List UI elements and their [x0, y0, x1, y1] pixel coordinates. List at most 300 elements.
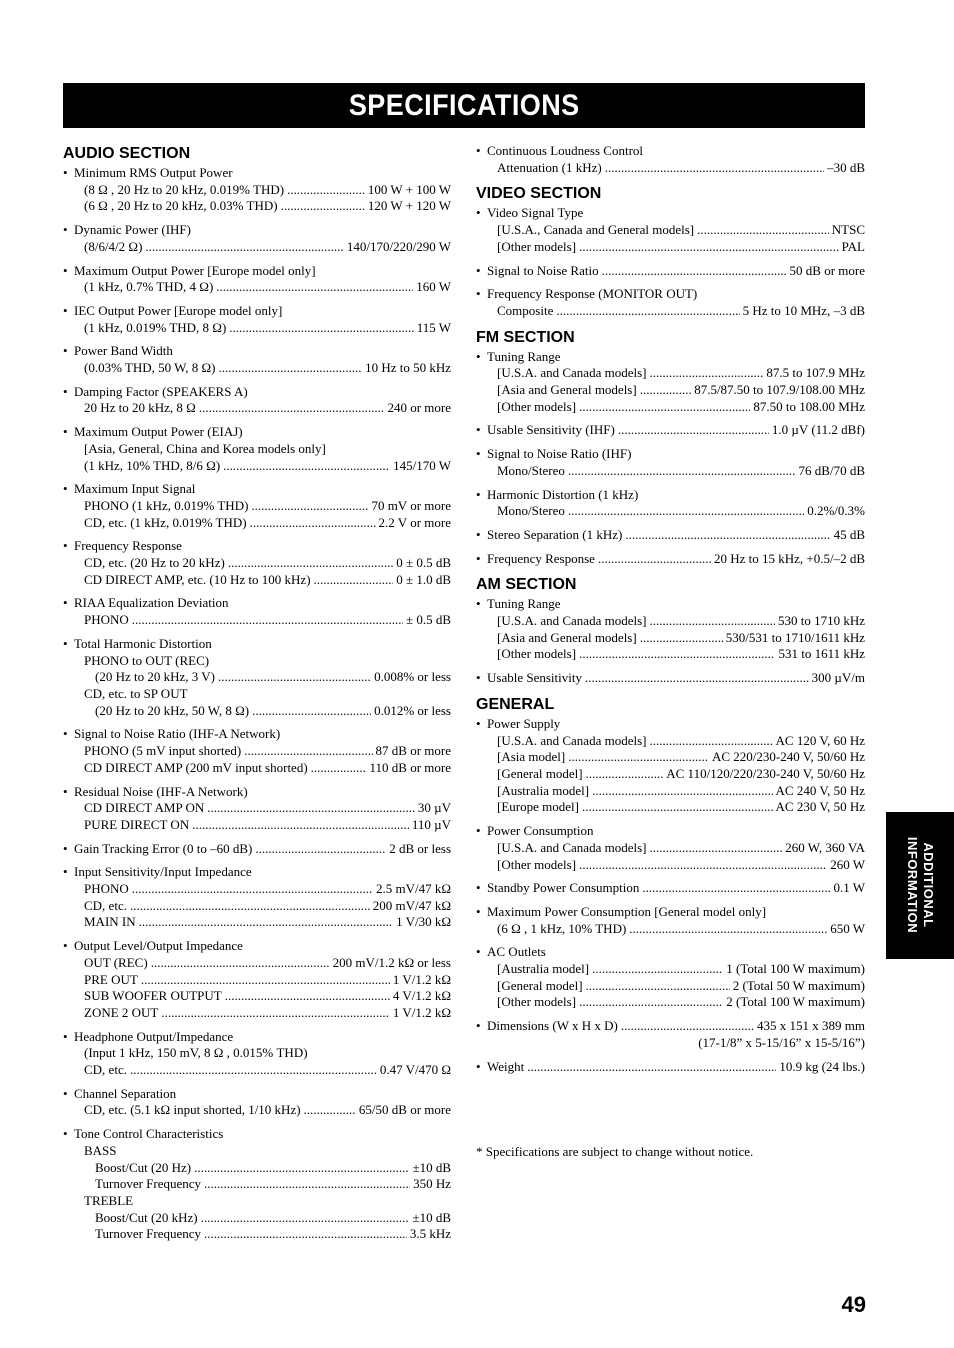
spec-label: Mono/Stereo	[497, 503, 565, 519]
spec-value: AC 230 V, 50 Hz	[775, 799, 865, 815]
spec-line	[476, 733, 865, 750]
spec-value: 0.2%/0.3%	[807, 503, 865, 519]
spec-value: NTSC	[831, 222, 865, 238]
spec-value: 4 V/1.2 kΩ	[392, 988, 451, 1004]
spec-line	[476, 596, 865, 613]
spec-line	[476, 422, 865, 439]
section-heading: AM SECTION	[476, 576, 577, 594]
spec-label: Signal to Noise Ratio	[487, 262, 599, 278]
spec-value: 650 W	[830, 920, 865, 936]
dot-leader	[629, 921, 827, 938]
spec-label: (Input 1 kHz, 150 mV, 8 Ω , 0.015% THD)	[84, 1045, 308, 1061]
spec-line	[476, 487, 865, 504]
spec-line	[63, 955, 451, 972]
spec-label: [Other models]	[497, 994, 577, 1010]
bullet-icon: •	[63, 262, 68, 278]
side-tab-label	[904, 837, 936, 933]
dot-leader	[579, 857, 827, 874]
bullet-icon: •	[476, 670, 481, 686]
spec-label: PHONO	[84, 881, 129, 897]
page-number: 49	[841, 1292, 866, 1317]
spec-line	[63, 400, 451, 417]
bullet-icon: •	[476, 446, 481, 462]
section-heading: GENERAL	[476, 695, 555, 713]
spec-label: Dimensions (W x H x D)	[487, 1018, 618, 1034]
dot-leader	[605, 160, 824, 177]
spec-label: [Australia model]	[497, 782, 590, 798]
page-title-bar	[63, 83, 865, 128]
bullet-icon: •	[63, 481, 68, 497]
spec-label: Boost/Cut (20 Hz)	[95, 1159, 192, 1175]
dot-leader	[204, 1176, 410, 1193]
spec-line	[476, 446, 865, 463]
dot-leader	[218, 669, 371, 686]
spec-label: Turnover Frequency	[95, 1176, 202, 1192]
spec-line	[63, 817, 451, 834]
spec-line	[476, 783, 865, 800]
spec-item	[476, 205, 865, 255]
spec-value: 110 µV	[411, 816, 451, 832]
spec-item	[63, 165, 451, 215]
dot-leader	[586, 978, 730, 995]
spec-label: [U.S.A. and Canada models]	[497, 613, 647, 629]
spec-item	[476, 527, 865, 544]
bullet-icon: •	[476, 143, 481, 158]
spec-label: Continuous Loudness Control	[487, 143, 644, 158]
spec-value: AC 110/120/220/230-240 V, 50/60 Hz	[666, 765, 865, 781]
spec-label: Maximum Input Signal	[74, 481, 196, 497]
spec-line	[63, 481, 451, 498]
spec-value: 2 (Total 100 W maximum)	[726, 994, 865, 1010]
spec-line	[63, 538, 451, 555]
dot-leader	[139, 914, 393, 931]
bullet-icon: •	[63, 383, 68, 399]
dot-leader	[579, 646, 775, 663]
dot-leader	[592, 783, 772, 800]
spec-value: (17-1/8” x 5-15/16” x 15-5/16”)	[698, 1034, 865, 1050]
dot-leader	[244, 743, 372, 760]
bullet-icon: •	[476, 205, 481, 221]
spec-item	[476, 880, 865, 897]
spec-value: 30 µV	[417, 800, 451, 816]
spec-value: 160 W	[416, 279, 451, 295]
spec-line	[63, 1193, 451, 1210]
spec-line	[476, 994, 865, 1011]
spec-line	[63, 841, 451, 858]
dot-leader	[141, 972, 390, 989]
dot-leader	[251, 498, 368, 515]
dot-leader	[621, 1018, 754, 1035]
spec-section	[476, 327, 865, 568]
spec-line	[63, 1210, 451, 1227]
bullet-icon: •	[63, 783, 68, 799]
spec-item	[63, 841, 451, 858]
spec-value: ±10 dB	[412, 1209, 451, 1225]
bullet-icon: •	[476, 944, 481, 960]
dot-leader	[640, 382, 691, 399]
dot-leader	[649, 733, 772, 750]
spec-line	[63, 239, 451, 256]
dot-leader	[579, 239, 839, 256]
spec-label: [U.S.A. and Canada models]	[497, 732, 647, 748]
spec-line	[476, 286, 865, 303]
footnote: * Specifications are subject to change without notice.	[476, 1144, 754, 1159]
spec-value: ± 0.5 dB	[405, 612, 451, 628]
spec-line	[63, 784, 451, 801]
spec-line	[63, 1086, 451, 1103]
bullet-icon: •	[476, 715, 481, 731]
spec-line	[476, 799, 865, 816]
spec-line	[63, 458, 451, 475]
bullet-icon: •	[63, 595, 68, 611]
spec-item	[63, 424, 451, 474]
spec-label: Frequency Response (MONITOR OUT)	[487, 286, 698, 302]
spec-line	[63, 1102, 451, 1119]
spec-line	[476, 1059, 865, 1076]
spec-label: Power Band Width	[74, 343, 173, 359]
spec-line	[63, 165, 451, 182]
spec-label: Maximum Output Power (EIAJ)	[74, 424, 243, 440]
spec-label: (0.03% THD, 50 W, 8 Ω)	[84, 360, 216, 376]
spec-value: 0 ± 0.5 dB	[396, 555, 451, 571]
spec-line	[63, 881, 451, 898]
spec-label: Mono/Stereo	[497, 462, 565, 478]
spec-value: 200 mV/47 kΩ	[372, 897, 451, 913]
spec-label: Maximum Power Consumption [General model only]	[487, 903, 767, 919]
spec-label: Signal to Noise Ratio (IHF)	[487, 446, 632, 462]
dot-leader	[568, 463, 796, 480]
spec-line	[63, 726, 451, 743]
spec-line	[476, 670, 865, 687]
spec-label: Weight	[487, 1058, 525, 1074]
spec-item	[476, 944, 865, 1011]
spec-label: Signal to Noise Ratio (IHF-A Network)	[74, 726, 281, 742]
spec-value: 1 V/30 kΩ	[396, 914, 451, 930]
spec-line	[63, 864, 451, 881]
spec-item	[63, 784, 451, 834]
spec-label: CD, etc. (1 kHz, 0.019% THD)	[84, 514, 247, 530]
spec-section	[63, 143, 451, 1243]
spec-label: [Asia and General models]	[497, 382, 637, 398]
spec-label: PURE DIRECT ON	[84, 816, 190, 832]
spec-line	[63, 1045, 451, 1062]
dot-leader	[287, 182, 365, 199]
dot-leader	[255, 841, 386, 858]
spec-label: Attenuation (1 kHz)	[497, 159, 602, 175]
spec-line	[63, 360, 451, 377]
spec-item	[63, 864, 451, 931]
spec-item	[476, 670, 865, 687]
spec-label: Frequency Response	[74, 538, 182, 554]
spec-line	[63, 424, 451, 441]
spec-line	[476, 239, 865, 256]
spec-value: 1 (Total 100 W maximum)	[726, 961, 865, 977]
bullet-icon: •	[476, 262, 481, 278]
spec-item	[476, 349, 865, 416]
spec-label: Standby Power Consumption	[487, 880, 640, 896]
spec-label: OUT (REC)	[84, 954, 148, 970]
spec-value: 530/531 to 1710/1611 kHz	[725, 629, 865, 645]
dot-leader	[649, 613, 775, 630]
spec-label: Tone Control Characteristics	[74, 1126, 224, 1142]
spec-item	[476, 143, 865, 176]
spec-value: 1 V/1.2 kΩ	[392, 1004, 451, 1020]
spec-item	[63, 384, 451, 417]
dot-leader	[556, 303, 739, 320]
spec-line	[476, 349, 865, 366]
spec-line	[63, 222, 451, 239]
spec-line	[63, 1226, 451, 1243]
section-heading: AUDIO SECTION	[63, 145, 191, 162]
dot-leader	[281, 198, 365, 215]
spec-label: CD DIRECT AMP ON	[84, 800, 205, 816]
spec-label: [U.S.A. and Canada models]	[497, 365, 647, 381]
spec-label: PHONO (5 mV input shorted)	[84, 743, 242, 759]
spec-value: 530 to 1710 kHz	[777, 613, 865, 629]
dot-leader	[527, 1059, 776, 1076]
spec-label: (20 Hz to 20 kHz, 50 W, 8 Ω)	[95, 702, 250, 718]
spec-label: Gain Tracking Error (0 to –60 dB)	[74, 840, 253, 856]
spec-section	[476, 694, 865, 1075]
spec-label: 20 Hz to 20 kHz, 8 Ω	[84, 400, 196, 416]
spec-line	[63, 263, 451, 280]
spec-value: 2 (Total 50 W maximum)	[732, 977, 865, 993]
spec-value: 45 dB	[833, 526, 865, 542]
spec-line	[63, 686, 451, 703]
spec-line	[63, 669, 451, 686]
spec-label: Turnover Frequency	[95, 1226, 202, 1242]
spec-value: 0.008% or less	[374, 669, 451, 685]
spec-line	[63, 898, 451, 915]
spec-label: [Other models]	[497, 856, 577, 872]
spec-value: 10.9 kg (24 lbs.)	[779, 1058, 865, 1074]
spec-value: AC 240 V, 50 Hz	[775, 782, 865, 798]
spec-item	[476, 286, 865, 319]
bullet-icon: •	[63, 938, 68, 954]
spec-value: 140/170/220/290 W	[346, 238, 451, 254]
spec-value: ±10 dB	[412, 1159, 451, 1175]
right-column	[476, 143, 865, 1082]
spec-value: 50 dB or more	[789, 262, 865, 278]
spec-item	[63, 263, 451, 296]
spec-line	[63, 1160, 451, 1177]
spec-label: [General model]	[497, 977, 583, 993]
spec-line	[476, 749, 865, 766]
spec-label: Dynamic Power (IHF)	[74, 222, 191, 238]
spec-value: 300 µV/m	[811, 670, 865, 686]
spec-label: Usable Sensitivity	[487, 670, 582, 686]
spec-label: [Asia, General, China and Korea models only]	[84, 440, 326, 456]
spec-line	[63, 572, 451, 589]
side-tab-line1: ADDITIONAL	[921, 842, 936, 928]
spec-line	[63, 1005, 451, 1022]
spec-label: [Asia and General models]	[497, 629, 637, 645]
bullet-icon: •	[63, 424, 68, 440]
spec-item	[63, 938, 451, 1022]
spec-label: CD, etc. (20 Hz to 20 kHz)	[84, 555, 225, 571]
spec-value: 110 dB or more	[369, 759, 451, 775]
spec-label: BASS	[84, 1142, 117, 1158]
bullet-icon: •	[476, 348, 481, 364]
spec-item	[476, 904, 865, 937]
spec-item	[63, 481, 451, 531]
spec-line	[476, 880, 865, 897]
section-heading: VIDEO SECTION	[476, 185, 602, 203]
spec-item	[63, 1126, 451, 1243]
dot-leader	[582, 799, 773, 816]
spec-value: 10 Hz to 50 kHz	[365, 360, 451, 376]
spec-label: Power Supply	[487, 715, 561, 731]
spec-label: [Other models]	[497, 646, 577, 662]
spec-label: Input Sensitivity/Input Impedance	[74, 864, 252, 880]
dot-leader	[697, 222, 829, 239]
spec-line	[476, 840, 865, 857]
spec-label: CD, etc. to SP OUT	[84, 685, 188, 701]
spec-item	[476, 823, 865, 873]
spec-value: 200 mV/1.2 kΩ or less	[332, 954, 451, 970]
spec-label: (1 kHz, 10% THD, 8/6 Ω)	[84, 457, 221, 473]
bullet-icon: •	[476, 526, 481, 542]
spec-label: Usable Sensitivity (IHF)	[487, 422, 615, 438]
spec-line	[63, 800, 451, 817]
spec-value: 1 V/1.2 kΩ	[392, 971, 451, 987]
spec-line	[476, 205, 865, 222]
spec-label: AC Outlets	[487, 944, 546, 960]
spec-value: 2.5 mV/47 kΩ	[375, 881, 451, 897]
spec-value: 87 dB or more	[375, 743, 451, 759]
dot-leader	[618, 422, 769, 439]
spec-label: Headphone Output/Impedance	[74, 1028, 234, 1044]
spec-label: CD, etc. (5.1 kΩ input shorted, 1/10 kHz)	[84, 1102, 301, 1118]
spec-line	[476, 365, 865, 382]
dot-leader	[649, 365, 763, 382]
spec-value: 2.2 V or more	[378, 514, 451, 530]
spec-line	[476, 263, 865, 280]
spec-line	[63, 555, 451, 572]
spec-line	[63, 303, 451, 320]
section-heading: FM SECTION	[476, 328, 575, 346]
dot-leader	[130, 898, 370, 915]
spec-label: Video Signal Type	[487, 205, 584, 221]
spec-item	[63, 538, 451, 588]
spec-item	[476, 596, 865, 663]
spec-label: TREBLE	[84, 1192, 134, 1208]
dot-leader	[132, 612, 403, 629]
spec-label: ZONE 2 OUT	[84, 1004, 159, 1020]
left-column	[63, 143, 451, 1250]
spec-label: (8/6/4/2 Ω)	[84, 238, 143, 254]
spec-line	[63, 703, 451, 720]
spec-line	[63, 612, 451, 629]
bullet-icon: •	[63, 302, 68, 318]
bullet-icon: •	[476, 880, 481, 896]
bullet-icon: •	[476, 486, 481, 502]
spec-item	[476, 487, 865, 520]
spec-label: [U.S.A. and Canada models]	[497, 839, 647, 855]
dot-leader	[649, 840, 782, 857]
spec-line	[476, 160, 865, 177]
spec-value: –30 dB	[827, 159, 865, 175]
spec-line	[63, 595, 451, 612]
spec-section	[476, 143, 865, 176]
dot-leader	[625, 527, 830, 544]
spec-value: 100 W + 100 W	[367, 181, 451, 197]
spec-line	[476, 613, 865, 630]
spec-label: SUB WOOFER OUTPUT	[84, 988, 222, 1004]
spec-value: 350 Hz	[413, 1176, 451, 1192]
spec-label: (1 kHz, 0.019% THD, 8 Ω)	[84, 319, 227, 335]
dot-leader	[145, 239, 343, 256]
spec-section	[476, 574, 865, 687]
spec-label: PHONO	[84, 612, 129, 628]
spec-label: Stereo Separation (1 kHz)	[487, 526, 623, 542]
dot-leader	[225, 988, 390, 1005]
spec-label: IEC Output Power [Europe model only]	[74, 302, 283, 318]
spec-label: [Europe model]	[497, 799, 579, 815]
spec-label: (20 Hz to 20 kHz, 3 V)	[95, 669, 215, 685]
spec-value: 87.5 to 107.9 MHz	[766, 365, 865, 381]
spec-label: Harmonic Distortion (1 kHz)	[487, 486, 639, 502]
dot-leader	[585, 670, 809, 687]
spec-label: CD DIRECT AMP (200 mV input shorted)	[84, 759, 308, 775]
dot-leader	[568, 503, 804, 520]
dot-leader	[311, 760, 367, 777]
bullet-icon: •	[63, 1028, 68, 1044]
dot-leader	[250, 515, 376, 532]
bullet-icon: •	[63, 343, 68, 359]
spec-line	[476, 857, 865, 874]
dot-leader	[579, 399, 750, 416]
spec-label: (8 Ω , 20 Hz to 20 kHz, 0.019% THD)	[84, 181, 285, 197]
spec-section	[476, 183, 865, 319]
spec-value: 65/50 dB or more	[358, 1102, 451, 1118]
spec-label: Composite	[497, 302, 554, 318]
page-title: SPECIFICATIONS	[348, 88, 580, 122]
spec-line	[63, 760, 451, 777]
spec-value: 3.5 kHz	[409, 1226, 451, 1242]
dot-leader	[204, 1226, 407, 1243]
spec-value: 87.5/87.50 to 107.9/108.00 MHz	[694, 382, 865, 398]
spec-label: PHONO (1 kHz, 0.019% THD)	[84, 497, 249, 513]
spec-value: AC 220/230-240 V, 50/60 Hz	[712, 749, 865, 765]
spec-line	[63, 441, 451, 458]
dot-leader	[640, 630, 723, 647]
spec-item	[476, 1018, 865, 1051]
spec-line	[476, 716, 865, 733]
spec-item	[476, 422, 865, 439]
spec-label: PHONO to OUT (REC)	[84, 652, 210, 668]
spec-line	[476, 921, 865, 938]
spec-line	[63, 972, 451, 989]
spec-value: 0 ± 1.0 dB	[396, 571, 451, 587]
spec-label: RIAA Equalization Deviation	[74, 595, 229, 611]
spec-label: Tuning Range	[487, 348, 561, 364]
spec-value: 2 dB or less	[389, 840, 451, 856]
spec-item	[63, 1029, 451, 1079]
spec-value: 0.47 V/470 Ω	[379, 1062, 451, 1078]
dot-leader	[642, 880, 830, 897]
spec-value: 120 W + 120 W	[367, 198, 451, 214]
dot-leader	[598, 551, 711, 568]
spec-label: Residual Noise (IHF-A Network)	[74, 783, 248, 799]
spec-line	[476, 823, 865, 840]
spec-item	[63, 343, 451, 376]
spec-value: 20 Hz to 15 kHz, +0.5/–2 dB	[713, 550, 865, 566]
spec-item	[476, 551, 865, 568]
dot-leader	[586, 766, 664, 783]
bullet-icon: •	[63, 165, 68, 180]
spec-label: (6 Ω , 20 Hz to 20 kHz, 0.03% THD)	[84, 198, 278, 214]
